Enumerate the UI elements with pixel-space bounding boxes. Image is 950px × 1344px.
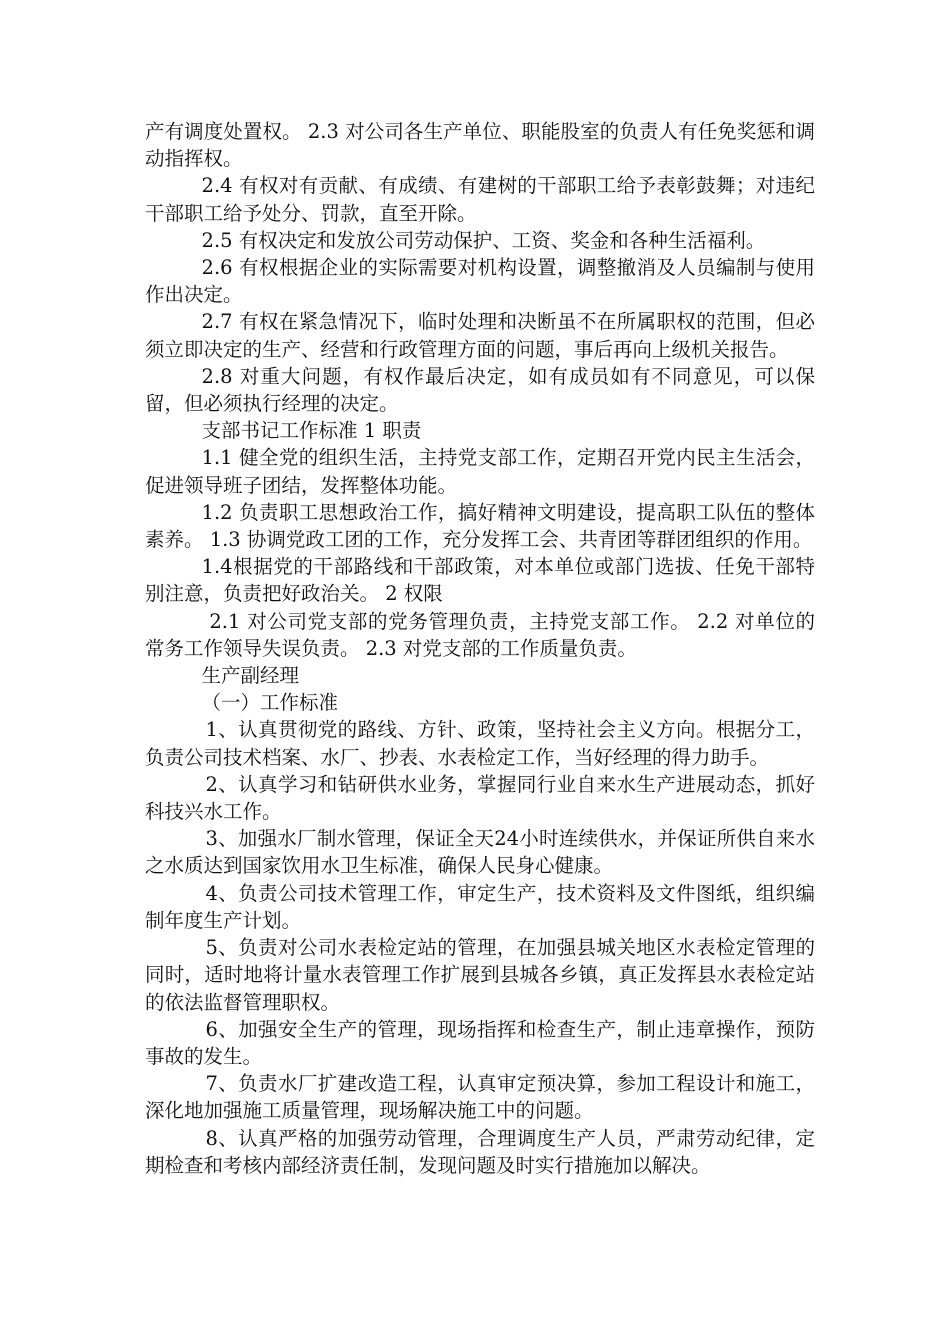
paragraph: 1.4根据党的干部路线和干部政策，对本单位或部门选拔、任免干部特别注意，负责把好政治关。 2 权限 xyxy=(145,555,815,606)
paragraph: 6、加强安全生产的管理，现场指挥和检查生产，制止违章操作，预防事故的发生。 xyxy=(145,1017,815,1068)
paragraph: 3、加强水厂制水管理，保证全天24小时连续供水，并保证所供自来水之水质达到国家饮用水卫生标准，确保人民身心健康。 xyxy=(145,827,815,878)
paragraph: 5、负责对公司水表检定站的管理，在加强县城关地区水表检定管理的同时，适时地将计量水表管理工作扩展到县城各乡镇，真正发挥县水表检定站的依法监督管理职权。 xyxy=(145,936,815,1014)
paragraph: 2、认真学习和钻研供水业务，掌握同行业自来水生产进展动态，抓好科技兴水工作。 xyxy=(145,772,815,824)
paragraph: 1.1 健全党的组织生活，主持党支部工作，定期召开党内民主生活会，促进领导班子团结，发挥整体功能。 xyxy=(145,446,815,497)
section-heading: 生产副经理 xyxy=(201,664,300,688)
paragraph: 1.2 负责职工思想政治工作，搞好精神文明建设，提高职工队伍的整体素养。 1.3 协调党政工团的工作，充分发挥工会、共青团等群团组织的作用。 xyxy=(145,500,815,552)
paragraph: 2.1 对公司党支部的党务管理负责，主持党支部工作。 2.2 对单位的常务工作领导失误负责。 2.3 对党支部的工作质量负责。 xyxy=(145,609,815,660)
paragraph: 2.5 有权决定和发放公司劳动保护、工资、奖金和各种生活福利。 xyxy=(201,228,766,252)
paragraph: 1、认真贯彻党的路线、方针、政策，坚持社会主义方向。根据分工，负责公司技术档案、水厂、抄表、水表检定工作，当好经理的得力助手。 xyxy=(145,718,815,769)
paragraph: 4、负责公司技术管理工作，审定生产，技术资料及文件图纸，组织编制年度生产计划。 xyxy=(145,881,815,932)
document-body xyxy=(145,118,815,1179)
paragraph: 2.8 对重大问题，有权作最后决定，如有成员如有不同意见，可以保留，但必须执行经理的决定。 xyxy=(145,364,815,416)
paragraph: 8、认真严格的加强劳动管理，合理调度生产人员，严肃劳动纪律，定期检查和考核内部经济责任制，发现问题及时实行措施加以解决。 xyxy=(145,1126,815,1177)
paragraph: 2.4 有权对有贡献、有成绩、有建树的干部职工给予表彰鼓舞；对违纪干部职工给予处分、罚款，直至开除。 xyxy=(145,174,815,225)
subsection-heading: （一）工作标准 xyxy=(201,691,339,715)
paragraph: 2.7 有权在紧急情况下，临时处理和决断虽不在所属职权的范围，但必须立即决定的生产、经营和行政管理方面的问题，事后再向上级机关报告。 xyxy=(145,310,815,361)
paragraph: 7、负责水厂扩建改造工程，认真审定预决算，参加工程设计和施工，深化地加强施工质量管理，现场解决施工中的问题。 xyxy=(145,1072,815,1123)
paragraph: 产有调度处置权。 2.3 对公司各生产单位、职能股室的负责人有任免奖惩和调动指挥权。 xyxy=(145,120,815,171)
section-heading: 支部书记工作标准 1 职责 xyxy=(201,419,422,443)
paragraph: 2.6 有权根据企业的实际需要对机构设置，调整撤消及人员编制与使用作出决定。 xyxy=(145,256,815,307)
